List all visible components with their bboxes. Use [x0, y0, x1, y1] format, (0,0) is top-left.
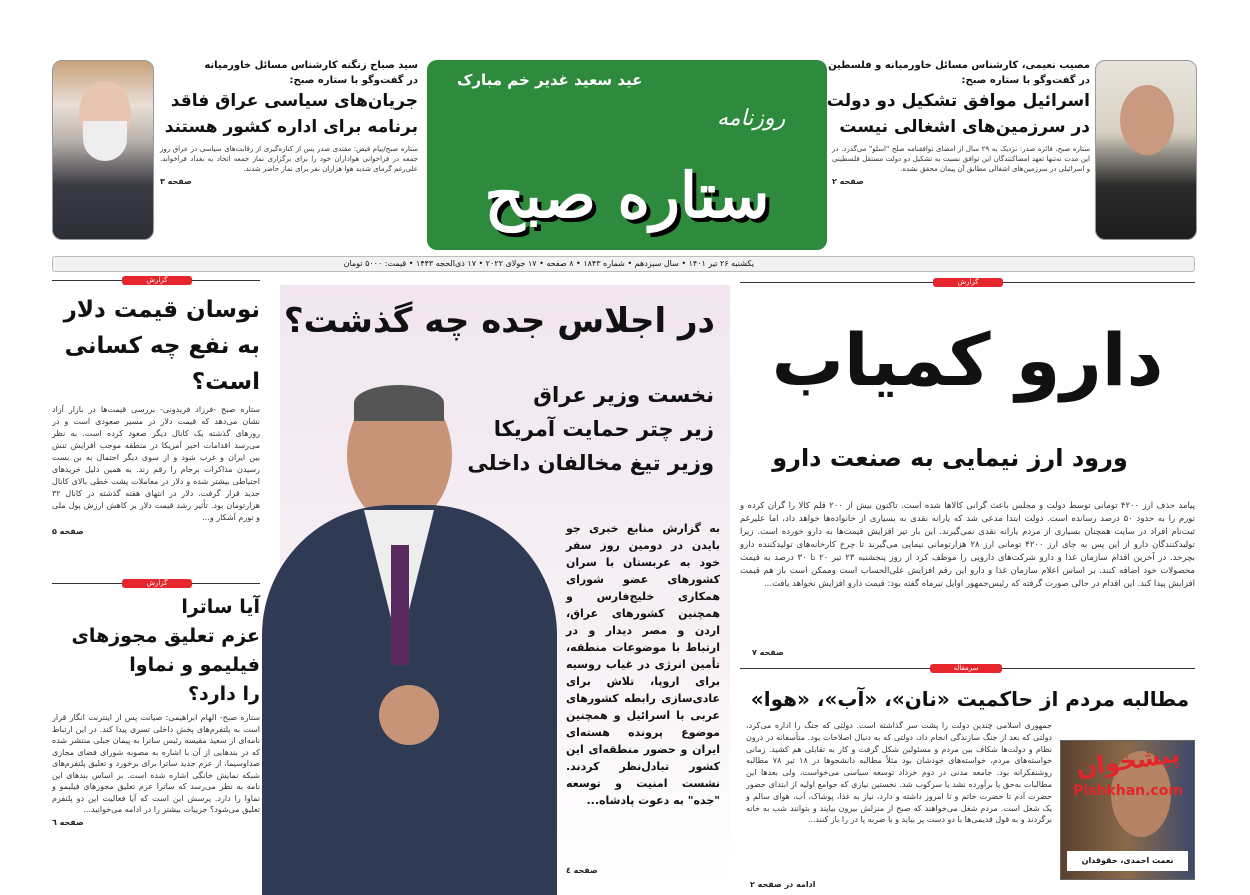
- headline[interactable]: فیلیمو و نماوا: [129, 654, 260, 676]
- page-ref[interactable]: صفحه ٦: [52, 817, 84, 827]
- subheadline: نخست وزیر عراق: [533, 383, 714, 407]
- masthead: [427, 60, 827, 250]
- zangeneh-photo: [52, 60, 154, 240]
- photo-caption: نعمت احمدی، حقوقدان: [1067, 851, 1188, 871]
- subheadline: زیر چتر حمایت آمریکا: [493, 417, 714, 441]
- main-lead: پیامد حذف ارز ۴۲۰۰ تومانی توسط دولت و مجلس باعث گرانی کالاها شده است. تاکنون بیش از ۲۰۰ قلم کالا را گران کرده و تورم را به حدود ۵۰ درصد رسانده است. دولت ابتدا مدعی شد که یارانه نقدی به بسیاری از خانواده‌ها خواهد داد، اما علیرغم ثبت‌نام افراد در سایت همچنان بسیاری از مردم یارانه نقدی نمی‌گیرند. این بار تیر افزایش قیمت‌ها به دارو خورده است. زیرا تولیدکنندگان دارو از این پس به جای ارز ۴۲۰۰ تومانی ارز ۲۸ هزارتومانی نیمایی می‌گیرند تا چرخ کارخانه‌های تولیدکننده دارو بچرخد. در آخرین اقدام سازمان غذا و دارو شرکت‌های دارویی را موظف کرد از روز پنجشنبه ۲۳ تیر ۲۰ تا ۳۰ درصد به قیمت محصولات خود اضافه کنند. بر اساس اعلام سازمان غذا و دارو این رقم افزایش علی‌الحساب است وممکن است باز هم قیمت افزایش پیدا کند. این اقدام در حالی صورت گرفته که رئیس‌جمهور اوایل تیرماه گفته بود: قیمت دارو افزایش نخواهد یافت...: [740, 501, 1195, 589]
- watermark-fa: پیشخوان: [1074, 739, 1182, 783]
- dollar-story: [52, 292, 260, 537]
- page-ref[interactable]: صفحه ۷: [752, 648, 784, 657]
- top-left-story: [160, 58, 418, 187]
- section-tag: گزارش: [122, 276, 192, 285]
- subheadline: وزیر تیغ مخالفان داخلی: [467, 451, 714, 475]
- watermark-en: Pishkhan.com: [1073, 783, 1183, 799]
- page-ref[interactable]: صفحه ۲: [832, 177, 864, 186]
- watermark: [1064, 739, 1192, 800]
- page-ref[interactable]: صفحه ۳: [160, 177, 192, 186]
- page-ref[interactable]: صفحه ٤: [566, 866, 598, 875]
- headline[interactable]: نوسان قیمت دلار: [63, 297, 260, 323]
- satra-story: [52, 593, 260, 828]
- dateline: یکشنبه ۲۶ تیر ۱۴۰۱ • سال سیزدهم • شماره ۱۸۴۳ • ۸ صفحه • ۱۷ جولای ۲۰۲۲ • ۱۷ ذی‌الحجه ۱۴۴۳ • قیمت: ۵۰۰۰ تومان: [343, 259, 754, 268]
- center-body: به گزارش منابع خبری جو بایدن در دومین روز سفر خود به عربستان با سران کشورهای عضو شورای همکاری خلیج‌فارس و همچنین کشورهای عراق، اردن و مصر دیدار و در ارتباط با موضوعات منطقه، تأمین انرژی در غیاب روسیه برای اروپا، تلاش برای عادی‌سازی رابطه کشورهای عربی با اسرائیل و همچنین موضوع پرونده هسته‌ای ایران و حضور منطقه‌ای این کشور تبادل‌نظر کردند. نشست امنیت و توسعه "جده" به دعوت پادشاه...: [566, 522, 720, 807]
- greeting: عید سعید غدیر خم مبارک: [457, 71, 643, 89]
- lead-text: ستاره صبح- الهام ابراهیمی: صیانت پس از اینترنت انگار قرار است به پلتفرم‌های پخش داخلی تسری پیدا کند. در این ارتباط نامه‌ای از سعید مقیسه رئیس ساترا به پیمان جبلی منتشر شده که در بندهایی از آن با اشاره به مصوبه شورای فضای مجازی صداوسیما، از عزم جدید ساترا برای برخورد و تعلیق پلتفرم‌های شبکه نمایش خانگی اشاره شده است. بر اساس بندهای این نامه به نظر می‌رسد که ساترا عزم تعلیق مجوزهای فیلیمو و نماوا را دارد. پرسش این است که آیا فعالیت این دو پلتفرم تعلیق می‌شود؟ جزییات بیشتر را در ادامه می‌خوانید...: [52, 713, 260, 814]
- headline[interactable]: برنامه برای اداره کشور هستند: [164, 117, 418, 137]
- main-subheadline: ورود ارز نیمایی به صنعت دارو: [772, 444, 1128, 472]
- section-tag: سرمقاله: [930, 664, 1002, 673]
- naimi-photo: [1095, 60, 1197, 240]
- headline[interactable]: عزم تعلیق مجوزهای: [71, 625, 260, 647]
- headline[interactable]: است؟: [191, 369, 260, 395]
- main-headline[interactable]: دارو کمیاب: [771, 318, 1164, 402]
- lead-text: ستاره صبح، فائزه صدر: نزدیک به ۲۹ سال از امضای توافقنامه صلح "اسلو" می‌گذرد. در این مدت نه‌تنها تعهد امضاکنندگان این توافق نسبت به تشکیل دو دولت مستقل فلسطینی و اسرائیلی در سرزمین‌های اشغالی مطابق آن پیمان محقق نشده.: [832, 145, 1090, 173]
- editorial-body: جمهوری اسلامی چندین دولت را پشت سر گذاشته است. دولتی که جنگ را اداره می‌کرد، دولتی که بعد از جنگ سازندگی انجام داد، دولتی که به دنبال اصلاحات بود. متأسفانه در درون نظام و دولت‌ها شکاف بین مردم و مسئولین شکل گرفت و کار به تقابلی هم کشید. زمانی خواسته‌های مردم، خواسته‌های خودشان بود مثلاً مطالبه دانشجوها در ۱۸ تیر ۷۸ مطالبه روشنفکرانه بود. جامعه مدنی در دوم خرداد توسعه سیاسی می‌خواست، ولی بعدها این مطالبات به‌حق یا برآورده نشد یا سرکوب شد. نخستین نیازی که جوامع اولیه از ابتدای حضور حضرت آدم تا حضرت خاتم و تا امروز داشته و دارد، نیاز به غذا، پوشاک، آب، هوای سالم و یک شغل است. مردم شغل می‌خواهند که صبح از منزلش بیرون بیایند و بتوانند شب به خانه برگردند و به قول قدیمی‌ها با دو دست پر بیاید و با ضربه پا در را باز کنند...: [746, 721, 1053, 825]
- kicker: مصیب نعیمی، کارشناس مسائل خاورمیانه و فلسطین: [828, 60, 1090, 71]
- headline[interactable]: به نفع چه کسانی: [64, 333, 260, 359]
- top-right-story: [826, 58, 1090, 187]
- newspaper-logo: ستاره صبح: [484, 159, 770, 232]
- dateline-bar: [52, 256, 1195, 272]
- kicker: در گفت‌وگو با ستاره صبح:: [289, 75, 418, 86]
- headline[interactable]: اسرائیل موافق تشکیل دو دولت: [826, 91, 1090, 111]
- editorial-headline[interactable]: مطالبه مردم از حاکمیت «نان»، «آب»، «هوا»: [750, 687, 1190, 711]
- headline[interactable]: در سرزمین‌های اشغالی نیست: [839, 117, 1090, 137]
- lead-text: ستاره صبح/پیام فیض: مقتدی صدر پس از کناره‌گیری از رقابت‌های سیاسی در عراق روز جمعه در فراخوانی هواداران خود را برای برگزاری نماز جمعه اتحاد به بغداد فراخواند. علی‌رغم گرمای شدید هوا هزاران نفر برای نماز حاضر شدند.: [160, 145, 418, 173]
- page-ref[interactable]: صفحه ۵: [52, 527, 84, 536]
- section-tag: گزارش: [933, 278, 1003, 287]
- headline[interactable]: را دارد؟: [187, 683, 260, 705]
- center-subheads: [462, 378, 714, 480]
- headline[interactable]: جریان‌های سیاسی عراق فاقد: [170, 91, 418, 111]
- center-headline[interactable]: در اجلاس جده چه گذشت؟: [283, 301, 715, 341]
- kicker: سید صباح زنگنه کارشناس مسائل خاورمیانه: [204, 60, 418, 71]
- page-ref[interactable]: ادامه در صفحه ۲: [750, 880, 816, 889]
- headline[interactable]: آیا ساترا: [181, 596, 260, 618]
- kicker: در گفت‌وگو با ستاره صبح:: [961, 75, 1090, 86]
- masthead-prefix: روزنامه: [717, 106, 786, 131]
- section-tag: گزارش: [122, 579, 192, 588]
- lead-text: ستاره صبح -فرزاد فریدونی- بررسی قیمت‌ها در بازار آزاد نشان می‌دهد که قیمت دلار در مسیر صعودی است و در روزهای گذشته یک کانال دیگر صعود کرده است. به نظر می‌رسد اقدامات اخیر آمریکا در منطقه موجب افزایش تنش بین ایران و غرب شود و از سوی دیگر احتمال به بن بست رسیدن مذاکرات برجام را رقم زند. به همین دلیل خریدهای احتیاطی بیشتر شده و دلار در معاملات پشت خطی بالای کانال جدید قرار گرفت. دلار در انتهای هفته گذشته در کانال ۳۲ هزارتومان بود. تأثیر رشد قیمت دلار بر کاهش ارزش پول ملی و تورم آشکار و...: [52, 405, 260, 522]
